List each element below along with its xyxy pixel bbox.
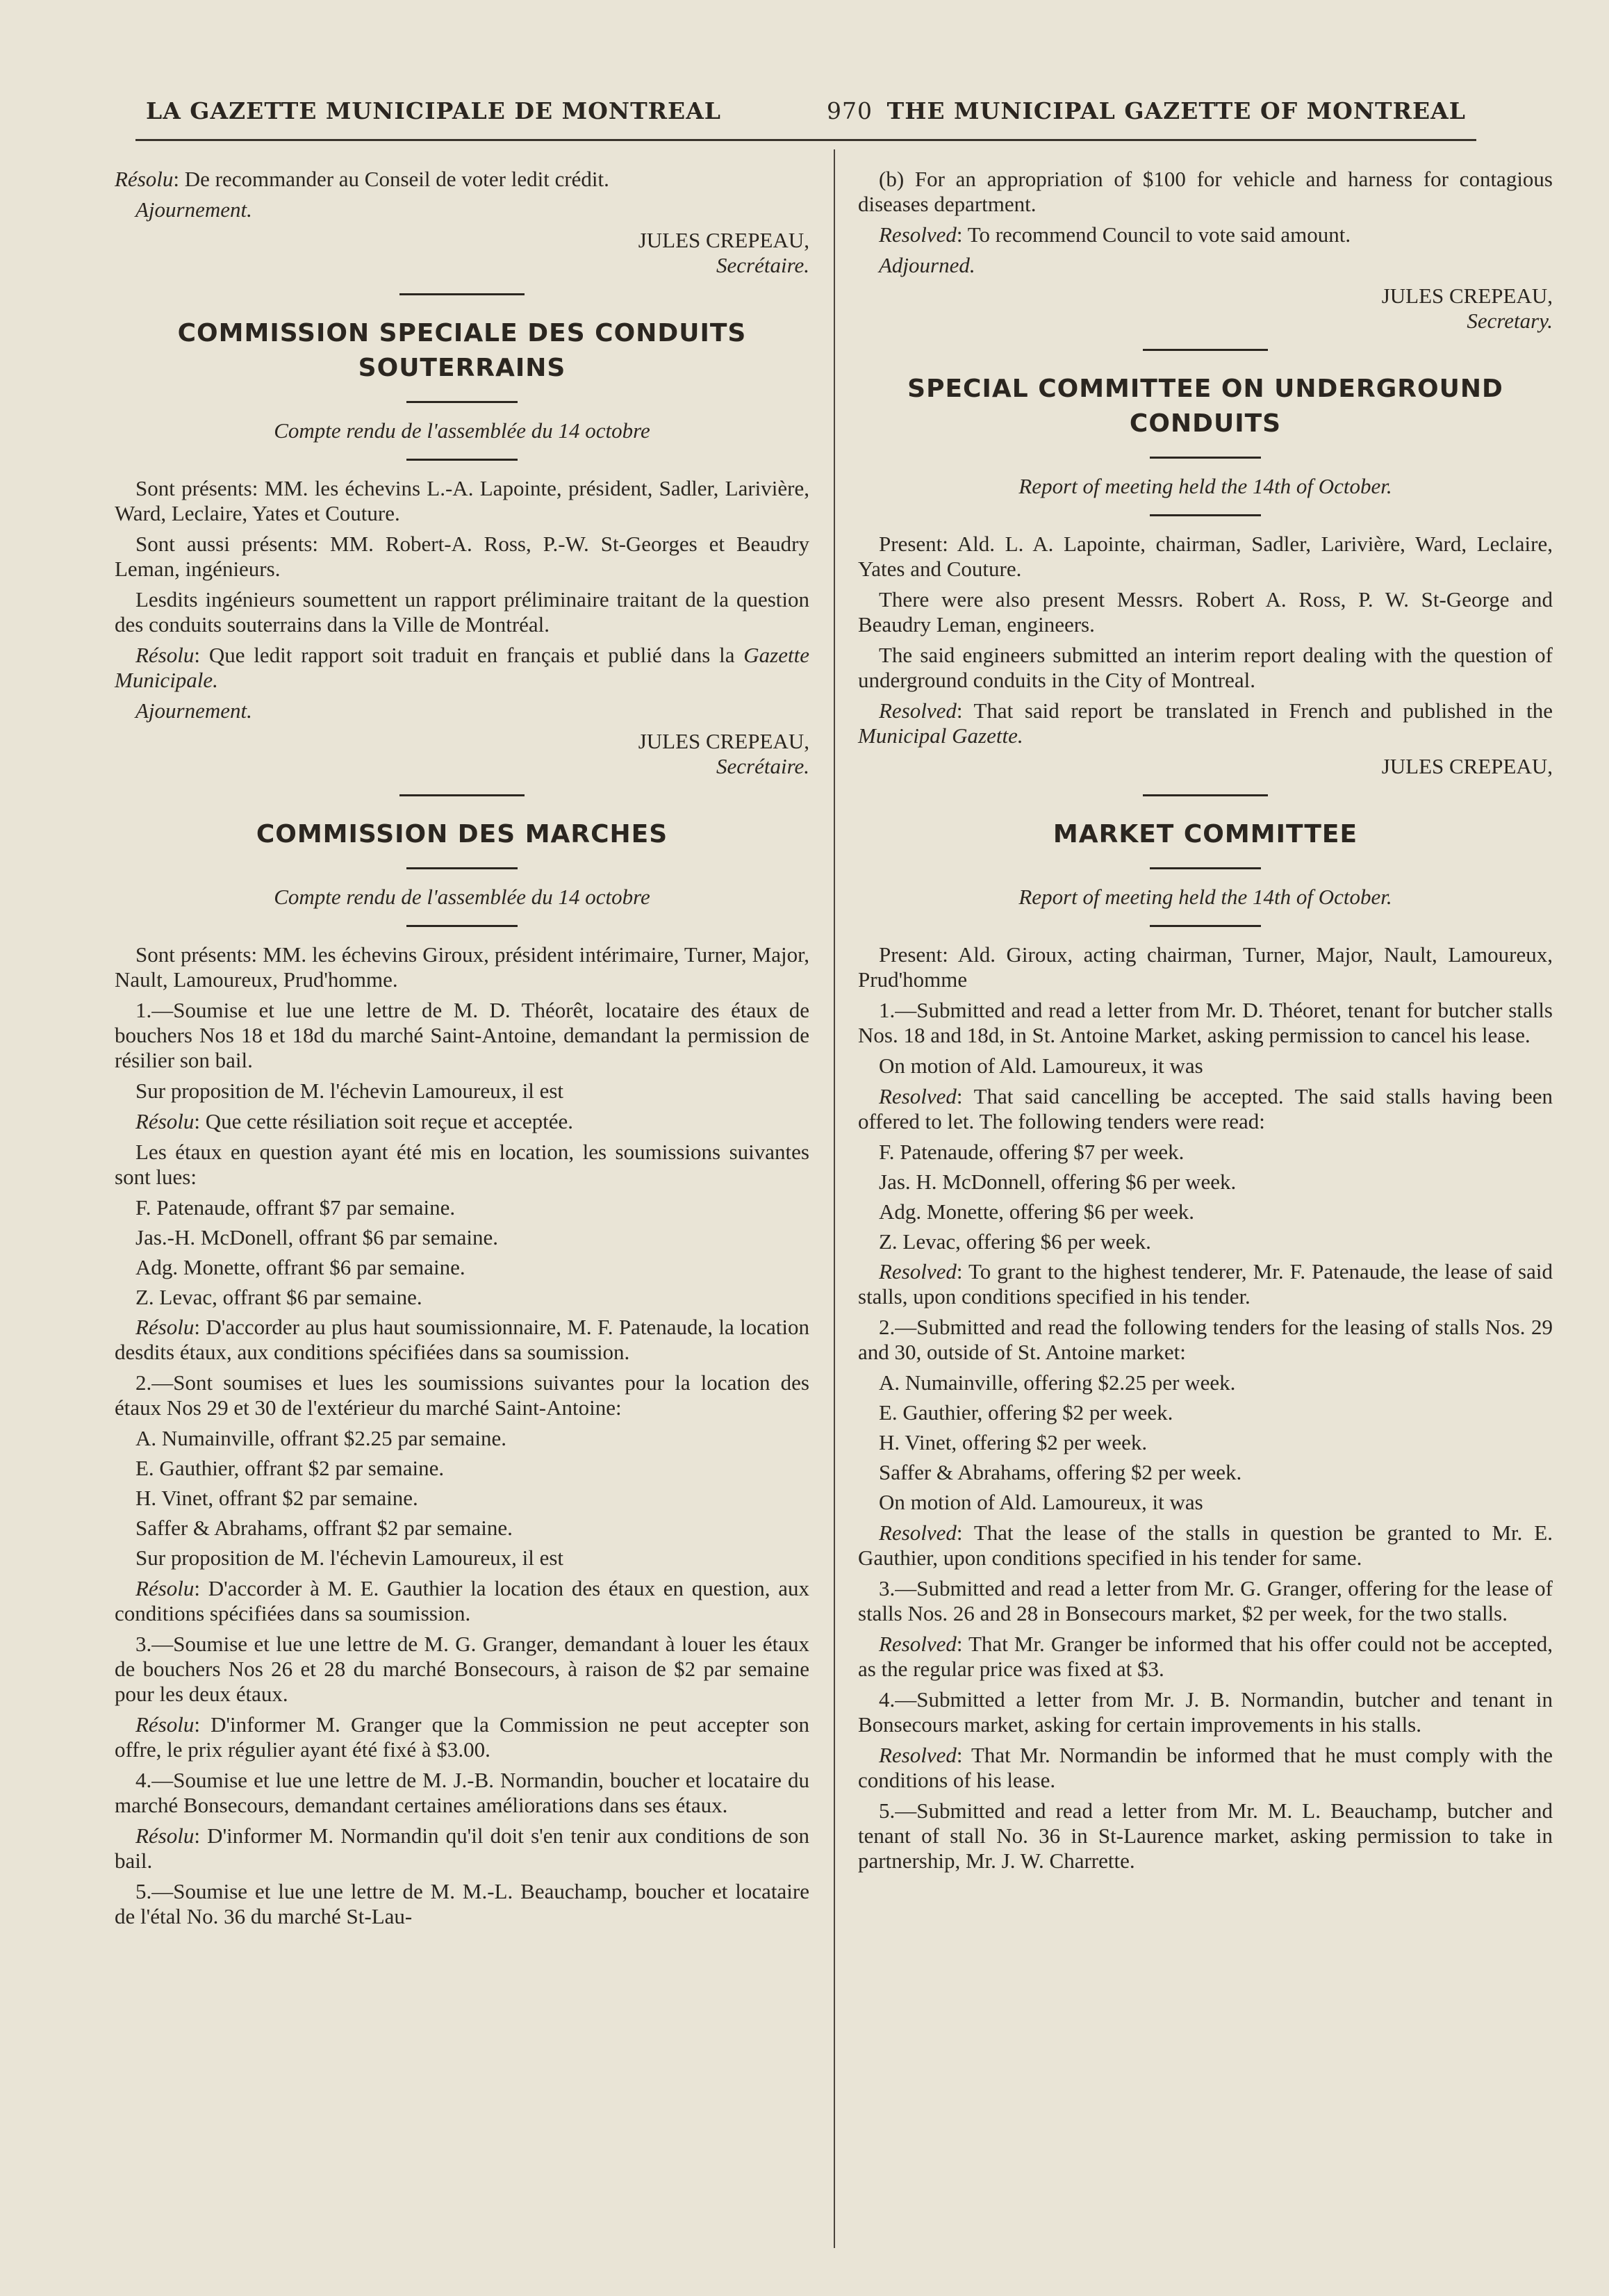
conduits-heading-fr: COMMISSION SPECIALE DES CONDUITS SOUTERRAINS [177,319,747,382]
intro-signature: JULES CREPEAU, [638,228,809,252]
market-present-en: Present: Ald. Giroux, acting chairman, Turner, Major, Nault, Lamoureux, Prud'homme [858,942,1553,992]
conduits-resolution-en: Resolved: That said report be translated in French and published in the Municipal Gazette. [858,698,1553,748]
section-rule [1150,457,1261,459]
bid-item: A. Numainville, offrant $2.25 par semaine. [135,1426,507,1450]
market-motion2-en: On motion of Ald. Lamoureux, it was [879,1490,1203,1514]
market-resolution2-en: Resolved: To grant to the highest tenderer, Mr. F. Patenaude, the lease of said stalls, upon conditions specified in his tender. [858,1259,1553,1309]
marches-resolution2-fr: Résolu: D'accorder au plus haut soumissionnaire, M. F. Patenaude, la location desdits étaux, aux conditions spécifiées dans sa soumission. [115,1315,809,1364]
market-item3-en: 3.—Submitted and read a letter from Mr. G. Granger, offering for the lease of stalls Nos. 26 and 28 in Bonsecours market, $2 per week, for the two stalls. [858,1576,1553,1625]
market-item5-en: 5.—Submitted and read a letter from Mr. M. L. Beauchamp, butcher and tenant of stall No. 36 in St-Laurence market, asking permission to take in partnership, Mr. J. W. Charrette. [858,1798,1553,1873]
bid-item: E. Gauthier, offering $2 per week. [879,1400,1173,1425]
column-divider [834,149,835,2248]
marches-item5-fr: 5.—Soumise et lue une lettre de M. M.-L. Beauchamp, boucher et locataire de l'étal No. 36 du marché St-Lau- [115,1879,809,1928]
market-report-line-en: Report of meeting held the 14th of October. [1018,885,1392,909]
conduits-signature-title-fr: Secrétaire. [716,754,809,778]
marches-resolution1-fr: Résolu: Que cette résiliation soit reçue et acceptée. [135,1109,574,1133]
section-rule [1143,794,1268,796]
english-column [858,167,1553,1879]
bid-item: Adg. Monette, offering $6 per week. [879,1199,1194,1224]
bid-item: F. Patenaude, offering $7 per week. [879,1140,1185,1164]
marches-heading-fr: COMMISSION DES MARCHES [256,820,668,848]
bid-item: H. Vinet, offrant $2 par semaine. [135,1486,418,1510]
market-resolution4-en: Resolved: That Mr. Granger be informed that his offer could not be accepted, as the regular price was fixed at $3. [858,1632,1553,1681]
intro-appropriation: (b) For an appropriation of $100 for vehicle and harness for contagious diseases department. [858,167,1553,216]
market-item1-en: 1.—Submitted and read a letter from Mr. D. Théoret, tenant for butcher stalls Nos. 18 and 18d, in St. Antoine Market, asking permission to cancel his lease. [858,998,1553,1047]
section-rule [1143,349,1268,351]
header-french-title: LA GAZETTE MUNICIPALE DE MONTREAL [146,97,722,124]
bid-item: Saffer & Abrahams, offering $2 per week. [879,1460,1242,1484]
marches-motion-fr: Sur proposition de M. l'échevin Lamoureux, il est [135,1079,564,1103]
conduits-report-en: The said engineers submitted an interim report dealing with the question of underground conduits in the City of Montreal. [858,643,1553,692]
market-resolution3-en: Resolved: That the lease of the stalls in question be granted to Mr. E. Gauthier, upon conditions specified in his tender for same. [858,1520,1553,1570]
conduits-signature-en: JULES CREPEAU, [1381,754,1553,778]
market-heading-en: MARKET COMMITTEE [1053,820,1358,848]
conduits-present-fr: Sont présents: MM. les échevins L.-A. Lapointe, président, Sadler, Larivière, Ward, Leclaire, Yates et Couture. [115,476,809,525]
section-rule [1150,514,1261,516]
section-rule [406,925,518,927]
bid-item: Z. Levac, offrant $6 par semaine. [135,1285,422,1309]
intro-signature-title-en: Secretary. [1467,309,1553,333]
bid-item: E. Gauthier, offrant $2 par semaine. [135,1456,445,1480]
section-rule [1150,867,1261,869]
bid-item: Jas. H. McDonnell, offering $6 per week. [879,1170,1237,1194]
header-english-title: THE MUNICIPAL GAZETTE OF MONTREAL [886,97,1466,124]
intro-adjourned: Adjourned. [879,253,975,277]
marches-tenders-intro-fr: Les étaux en question ayant été mis en location, les soumissions suivantes sont lues: [115,1140,809,1189]
section-rule [399,794,525,796]
page-number: 970 [827,97,873,124]
bid-item: Jas.-H. McDonell, offrant $6 par semaine. [135,1225,498,1249]
page-header [146,97,1466,132]
bid-item: F. Patenaude, offrant $7 par semaine. [135,1195,456,1220]
bid-item: Saffer & Abrahams, offrant $2 par semaine. [135,1516,513,1540]
marches-present-fr: Sont présents: MM. les échevins Giroux, président intérimaire, Turner, Major, Nault, Lamoureux, Prud'homme. [115,942,809,992]
marches-report-line-fr: Compte rendu de l'assemblée du 14 octobre [274,885,650,909]
intro-signature-en: JULES CREPEAU, [1381,284,1553,308]
section-rule [399,293,525,295]
market-resolution5-en: Resolved: That Mr. Normandin be informed that he must comply with the conditions of his lease. [858,1743,1553,1792]
marches-resolution3-fr: Résolu: D'accorder à M. E. Gauthier la location des étaux en question, aux conditions spécifiées dans sa soumission. [115,1576,809,1625]
bid-item: Adg. Monette, offrant $6 par semaine. [135,1255,465,1279]
conduits-report-line-fr: Compte rendu de l'assemblée du 14 octobre [274,418,650,443]
section-rule [1150,925,1261,927]
marches-item1-fr: 1.—Soumise et lue une lettre de M. D. Théorêt, locataire des étaux de bouchers Nos 18 et 18d du marché Saint-Antoine, demandant la permission de résilier son bail. [115,998,809,1072]
conduits-also-present-en: There were also present Messrs. Robert A. Ross, P. W. St-George and Beaudry Leman, engineers. [858,587,1553,637]
french-column [115,167,809,1935]
market-motion-en: On motion of Ald. Lamoureux, it was [879,1053,1203,1078]
market-resolution1-en: Resolved: That said cancelling be accepted. The said stalls having been offered to let. The following tenders were read: [858,1084,1553,1133]
conduits-adjournment-fr: Ajournement. [135,698,252,723]
intro-adjournment: Ajournement. [135,197,252,222]
bid-item: A. Numainville, offering $2.25 per week. [879,1370,1236,1395]
intro-resolved: Resolved: To recommend Council to vote said amount. [879,222,1351,247]
market-item4-en: 4.—Submitted a letter from Mr. J. B. Normandin, butcher and tenant in Bonsecours market, asking for certain improvements in his stalls. [858,1687,1553,1737]
conduits-also-present-fr: Sont aussi présents: MM. Robert-A. Ross, P.-W. St-Georges et Beaudry Leman, ingénieurs. [115,532,809,581]
conduits-resolution-fr: Résolu: Que ledit rapport soit traduit en français et publié dans la Gazette Municipale. [115,643,809,692]
bid-item: Z. Levac, offering $6 per week. [879,1229,1151,1254]
conduits-signature-fr: JULES CREPEAU, [638,729,809,753]
conduits-heading-en: SPECIAL COMMITTEE ON UNDERGROUND CONDUITS [907,375,1503,438]
marches-motion2-fr: Sur proposition de M. l'échevin Lamoureux, il est [135,1545,564,1570]
bid-item: H. Vinet, offering $2 per week. [879,1430,1148,1454]
marches-resolution4-fr: Résolu: D'informer M. Granger que la Commission ne peut accepter son offre, le prix régulier ayant été fixé à $3.00. [115,1712,809,1762]
intro-signature-title: Secrétaire. [716,253,809,277]
section-rule [406,459,518,461]
section-rule [406,867,518,869]
section-rule [406,401,518,403]
conduits-present-en: Present: Ald. L. A. Lapointe, chairman, Sadler, Larivière, Ward, Leclaire, Yates and Couture. [858,532,1553,581]
market-item2-en: 2.—Submitted and read the following tenders for the leasing of stalls Nos. 29 and 30, outside of St. Antoine market: [858,1315,1553,1364]
marches-resolution5-fr: Résolu: D'informer M. Normandin qu'il doit s'en tenir aux conditions de son bail. [115,1823,809,1873]
marches-item4-fr: 4.—Soumise et lue une lettre de M. J.-B. Normandin, boucher et locataire du marché Bonsecours, demandant certaines améliorations dans ses étaux. [115,1768,809,1817]
conduits-report-fr: Lesdits ingénieurs soumettent un rapport préliminaire traitant de la question des conduits souterrains dans la Ville de Montréal. [115,587,809,637]
conduits-report-line-en: Report of meeting held the 14th of October. [1018,474,1392,498]
header-rule [135,139,1476,141]
intro-resolution: Résolu: De recommander au Conseil de voter ledit crédit. [115,167,609,191]
marches-item3-fr: 3.—Soumise et lue une lettre de M. G. Granger, demandant à louer les étaux de bouchers Nos 26 et 28 du marché Bonsecours, à raison de $2 par semaine pour les deux étaux. [115,1632,809,1706]
marches-item2-fr: 2.—Sont soumises et lues les soumissions suivantes pour la location des étaux Nos 29 et 30 de l'extérieur du marché Saint-Antoine: [115,1370,809,1420]
